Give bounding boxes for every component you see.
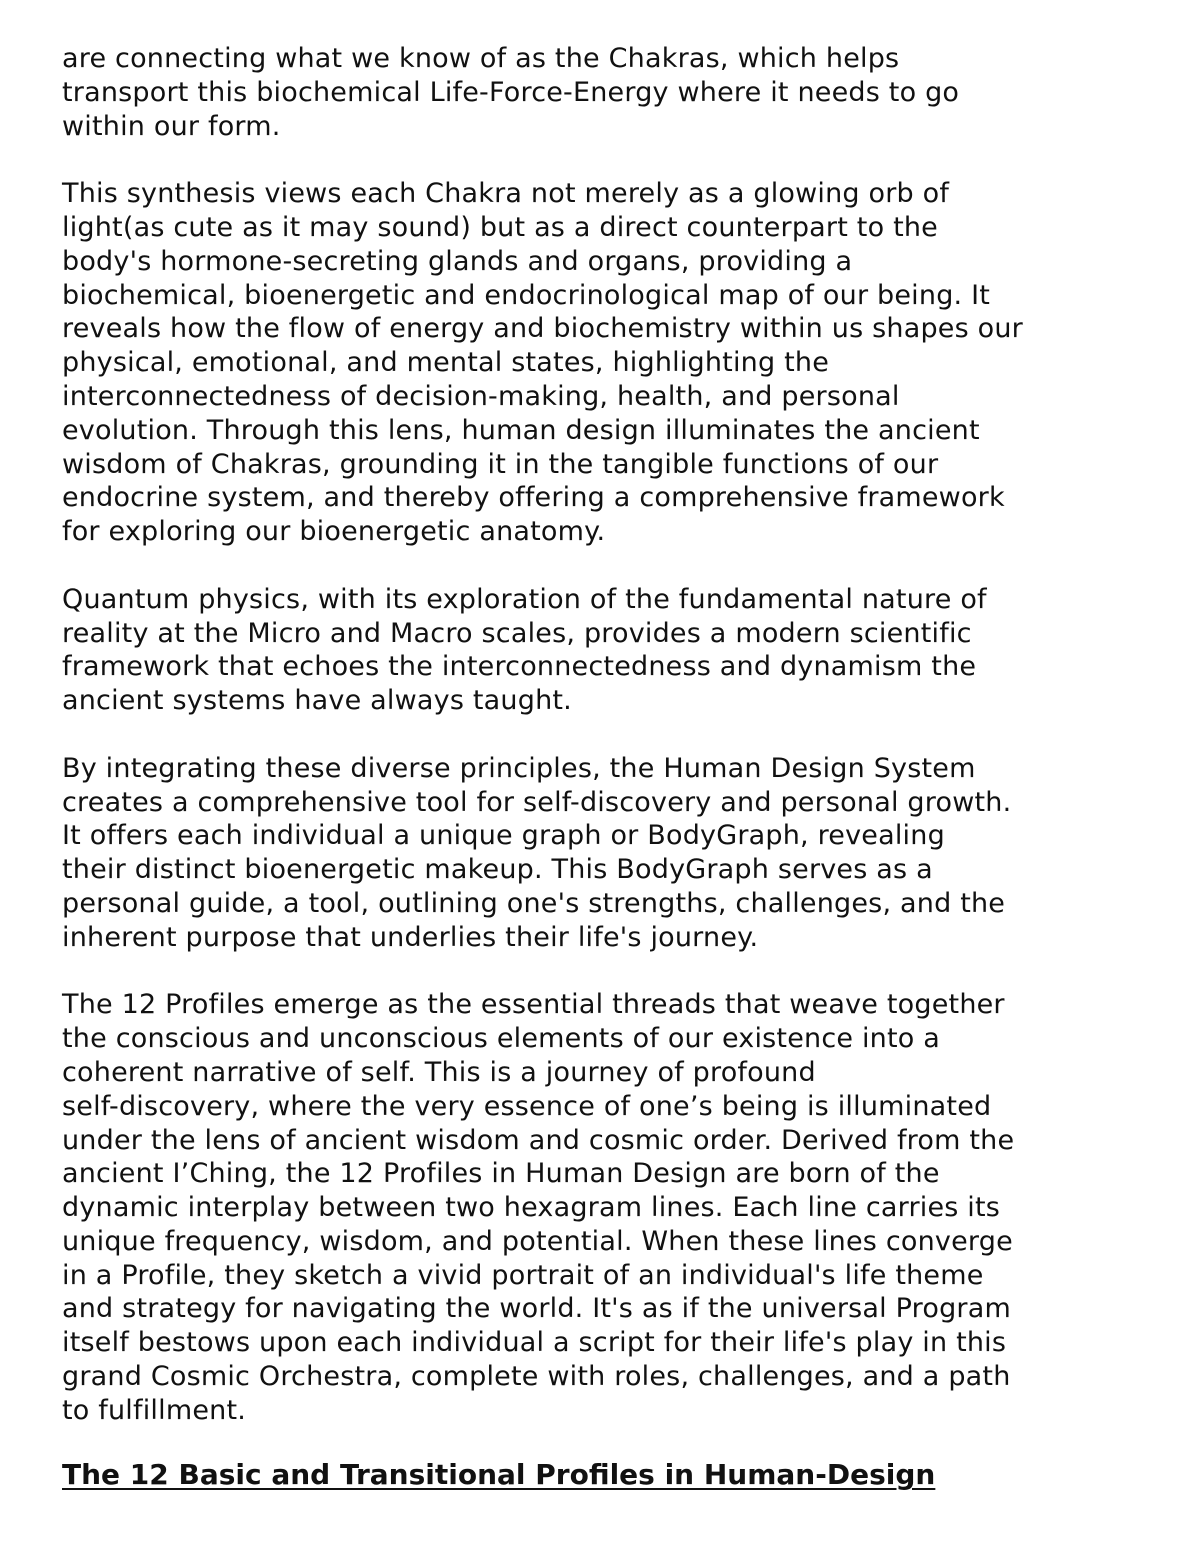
text-line: dynamic interplay between two hexagram lines. Each line carries its — [62, 1192, 1001, 1224]
text-line: reveals how the flow of energy and biochemistry within us shapes our — [62, 313, 1023, 345]
text-line: biochemical, bioenergetic and endocrinological map of our being. It — [62, 279, 991, 311]
section-heading: The 12 Basic and Transitional Profiles in Human-Design — [62, 1458, 936, 1491]
text-line: body's hormone-secreting glands and organs, providing a — [62, 245, 853, 277]
text-line: under the lens of ancient wisdom and cosmic order. Derived from the — [62, 1124, 1015, 1156]
text-line: to fulfillment. — [62, 1394, 247, 1426]
text-line: reality at the Micro and Macro scales, provides a modern scientific — [62, 617, 972, 649]
text-line: light(as cute as it may sound) but as a direct counterpart to the — [62, 211, 938, 243]
text-line: grand Cosmic Orchestra, complete with roles, challenges, and a path — [62, 1361, 1011, 1393]
text-line: ancient I’Ching, the 12 Profiles in Human Design are born of the — [62, 1158, 940, 1190]
text-line: This synthesis views each Chakra not merely as a glowing orb of — [62, 178, 950, 210]
text-line: their distinct bioenergetic makeup. This BodyGraph serves as a — [62, 854, 933, 886]
text-line: endocrine system, and thereby offering a comprehensive framework — [62, 482, 1005, 514]
text-line: unique frequency, wisdom, and potential. When these lines converge — [62, 1225, 1013, 1257]
text-line: Quantum physics, with its exploration of the fundamental nature of — [62, 583, 987, 615]
document-body — [62, 42, 1142, 1461]
text-line: ancient systems have always taught. — [62, 685, 572, 717]
text-line: within our form. — [62, 110, 281, 142]
text-line: coherent narrative of self. This is a journey of profound — [62, 1056, 816, 1088]
text-line: and strategy for navigating the world. It's as if the universal Program — [62, 1293, 1011, 1325]
text-line: self-discovery, where the very essence of one’s being is illuminated — [62, 1090, 992, 1122]
text-line: wisdom of Chakras, grounding it in the tangible functions of our — [62, 448, 939, 480]
text-line: By integrating these diverse principles, the Human Design System — [62, 752, 976, 784]
text-line: inherent purpose that underlies their life's journey. — [62, 921, 759, 953]
text-line: The 12 Profiles emerge as the essential threads that weave together — [62, 989, 1005, 1021]
text-line: physical, emotional, and mental states, highlighting the — [62, 347, 830, 379]
text-line: in a Profile, they sketch a vivid portrait of an individual's life theme — [62, 1259, 984, 1291]
text-line: evolution. Through this lens, human design illuminates the ancient — [62, 414, 980, 446]
paragraph-quantum-physics — [62, 583, 1142, 718]
paragraph-chakras-intro — [62, 42, 1142, 143]
text-line: personal guide, a tool, outlining one's strengths, challenges, and the — [62, 887, 1006, 919]
text-line: interconnectedness of decision-making, health, and personal — [62, 380, 900, 412]
text-line: are connecting what we know of as the Chakras, which helps — [62, 43, 900, 74]
text-line: for exploring our bioenergetic anatomy. — [62, 516, 606, 548]
text-line: the conscious and unconscious elements of our existence into a — [62, 1023, 941, 1055]
text-line: transport this biochemical Life-Force-Energy where it needs to go — [62, 76, 960, 108]
paragraph-twelve-profiles — [62, 988, 1142, 1427]
text-line: It offers each individual a unique graph or BodyGraph, revealing — [62, 820, 945, 852]
paragraph-synthesis — [62, 177, 1142, 549]
text-line: creates a comprehensive tool for self-discovery and personal growth. — [62, 786, 1012, 818]
paragraph-human-design-system — [62, 752, 1142, 955]
text-line: itself bestows upon each individual a script for their life's play in this — [62, 1327, 1007, 1359]
text-line: framework that echoes the interconnectedness and dynamism the — [62, 651, 977, 683]
